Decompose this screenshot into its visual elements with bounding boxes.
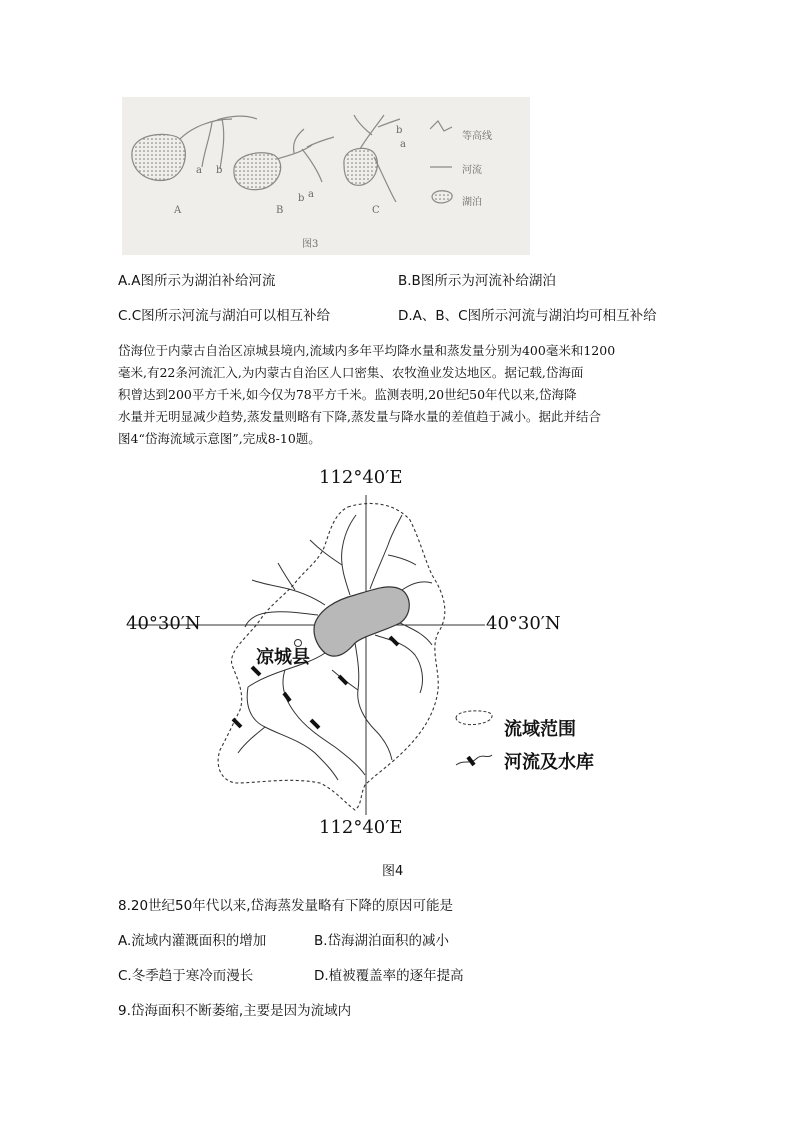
passage-line: 水量并无明显减少趋势,蒸发量则略有下降,蒸发量与降水量的差值趋于减小。据此并结合 [118,409,601,424]
figure-4-caption: 图4 [382,864,404,879]
q8-option-d: D.植被覆盖率的逐年提高 [314,968,464,984]
diagram-c [344,115,403,202]
passage-line: 岱海位于内蒙古自治区凉城县境内,流域内多年平均降水量和蒸发量分别为400毫米和1200 [118,343,616,358]
figure-3-diagram [122,97,530,255]
daihai-lake [314,587,409,656]
option-a: A.A图所示为湖泊补给河流 [118,273,276,289]
legend-basin-label: 流域范围 [504,719,576,740]
legend-contour-label: 等高线 [462,131,492,142]
contour-line-icon [430,121,452,131]
reservoir-icon [339,676,347,684]
label-b: B [276,205,284,216]
option-c: C.C图所示河流与湖泊可以相互补给 [118,308,331,324]
branch-a-label: a [308,189,314,200]
legend-lake-label: 湖泊 [462,197,482,208]
parallel-right-label: 40°30′N [486,613,561,634]
branch-a-label: a [196,165,202,176]
label-c: C [372,205,380,216]
reservoir-icon [311,720,319,728]
basin-boundary-icon [456,711,492,725]
diagram-b [234,129,334,190]
county-label: 凉城县 [256,647,310,668]
passage-line: 毫米,有22条河流汇入,为内蒙古自治区人口密集、农牧渔业发达地区。据记载,岱海面 [118,365,584,380]
branch-b-label: b [396,125,403,136]
figure-4-map [120,465,640,845]
figure-3 [122,97,530,255]
meridian-bottom-label: 112°40′E [319,817,403,838]
lake-icon [432,191,452,203]
passage [118,340,678,450]
figure-3-legend [430,121,452,203]
q8-option-a: A.流域内灌溉面积的增加 [118,933,267,949]
reservoir-icon [284,693,290,701]
lake-icon [132,134,186,180]
branch-b-label: b [298,193,305,204]
basin-boundary [218,503,445,810]
q8-option-b: B.岱海湖泊面积的减小 [314,933,450,949]
branch-a-label: a [400,139,406,150]
parallel-left-label: 40°30′N [126,613,201,634]
q9-stem: 9.岱海面积不断萎缩,主要是因为流域内 [118,1003,352,1019]
reservoir-icon [390,637,398,645]
q8-stem: 8.20世纪50年代以来,岱海蒸发量略有下降的原因可能是 [118,898,454,914]
figure-4 [120,465,640,845]
label-a: A [174,205,182,216]
legend-river-label: 河流 [462,165,482,176]
passage-line: 图4“岱海流域示意图”,完成8-10题。 [118,431,321,446]
legend-river-reservoir-label: 河流及水库 [504,752,594,773]
reservoir-icon [233,719,241,727]
option-b: B.B图所示为河流补给湖泊 [398,273,556,289]
branch-b-label: b [216,165,223,176]
lake-icon [234,153,281,190]
river-reservoir-icon [456,755,492,765]
meridian-top-label: 112°40′E [319,467,403,488]
q8-option-c: C.冬季趋于寒冷而漫长 [118,968,254,984]
figure-3-caption: 图3 [302,239,319,250]
option-d: D.A、B、C图所示河流与湖泊均可相互补给 [398,308,657,324]
passage-line: 积曾达到200平方千米,如今仅为78平方千米。监测表明,20世纪50年代以来,岱海降 [118,387,577,402]
lake-icon [344,148,378,185]
